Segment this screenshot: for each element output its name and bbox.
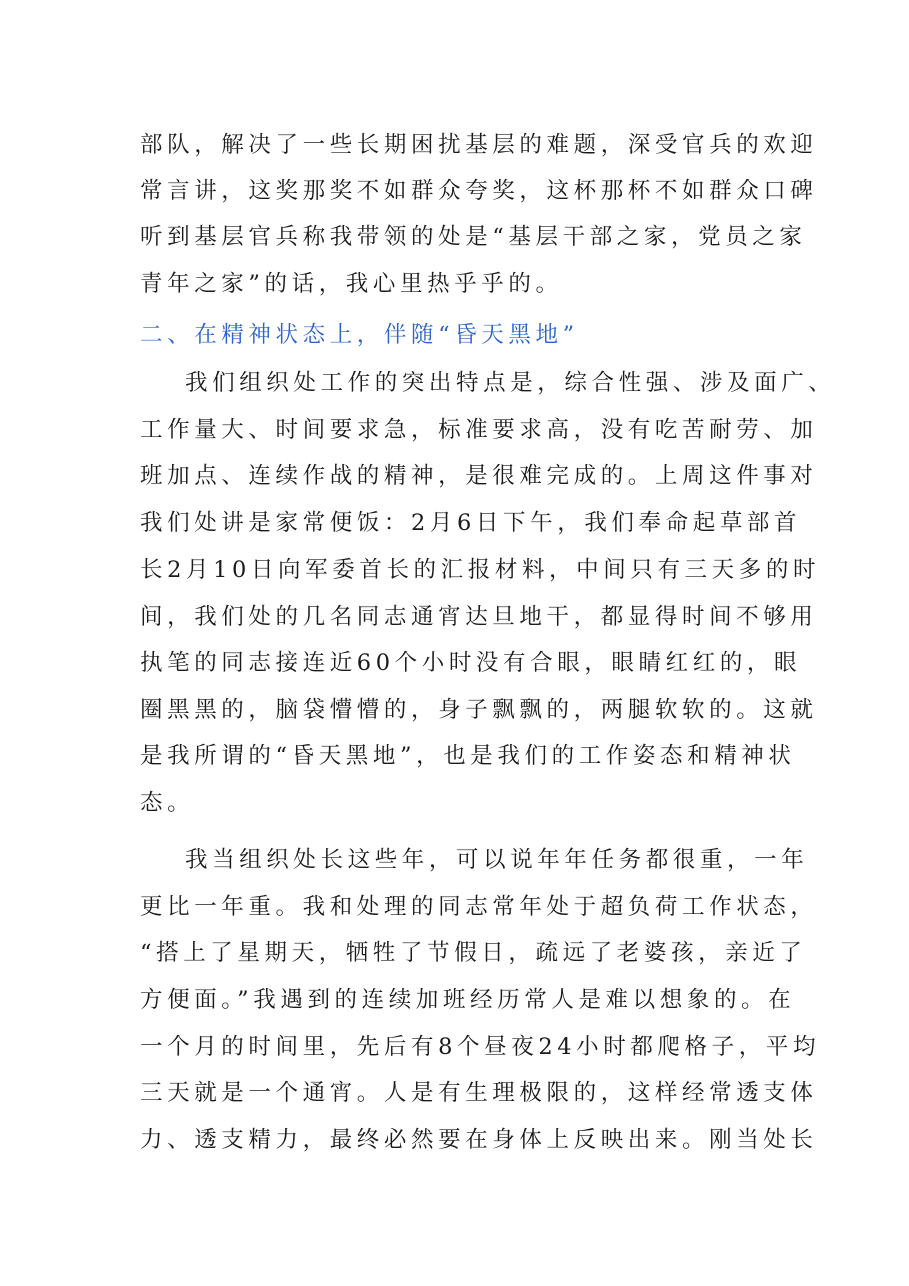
paragraph-line: 青年之家”的话，我心里热乎乎的。 xyxy=(140,271,563,297)
paragraph-line: 长2月10日向军委首长的汇报材料，中间只有三天多的时 xyxy=(140,557,821,583)
paragraph-line: 我们处讲是家常便饭：2月6日下午，我们奉命起草部首 xyxy=(140,510,802,536)
paragraph-line: 间，我们处的几名同志通宵达旦地干，都显得时间不够用 xyxy=(140,604,818,630)
paragraph-line: 三天就是一个通宵。人是有生理极限的，这样经常透支体 xyxy=(140,1080,818,1106)
paragraph-line: 听到基层官兵称我带领的处是“基层干部之家，党员之家 xyxy=(140,224,807,250)
paragraph-line: 工作量大、时间要求急，标准要求高，没有吃苦耐劳、加 xyxy=(140,417,818,443)
paragraph-line: 执笔的同志接连近60个小时没有合眼，眼睛红红的，眼 xyxy=(140,650,802,676)
paragraph-line: 更比一年重。我和处理的同志常年处于超负荷工作状态， xyxy=(140,894,818,920)
paragraph-line: 是我所谓的“昏天黑地”，也是我们的工作姿态和精神状 xyxy=(140,743,796,769)
paragraph-line: 态。 xyxy=(140,790,195,816)
paragraph-line: 我当组织处长这些年，可以说年年任务都很重，一年 xyxy=(185,847,809,873)
paragraph-line: 我们组织处工作的突出特点是，综合性强、涉及面广、 xyxy=(185,370,836,396)
section-heading: 二、在精神状态上，伴随“昏天黑地” xyxy=(140,322,579,348)
paragraph-line: “搭上了星期天，牺牲了节假日，疏远了老婆孩，亲近了 xyxy=(140,940,807,966)
paragraph-line: 部队，解决了一些长期困扰基层的难题，深受官兵的欢迎 xyxy=(140,132,818,158)
paragraph-line: 一个月的时间里，先后有8个昼夜24小时都爬格子，平均 xyxy=(140,1034,821,1060)
paragraph-line: 圈黑黑的，脑袋懵懵的，身子飘飘的，两腿软软的。这就 xyxy=(140,697,818,723)
paragraph-line: 常言讲，这奖那奖不如群众夸奖，这杯那杯不如群众口碑 xyxy=(140,178,818,204)
paragraph-line: 方便面。”我遇到的连续加班经历常人是难以想象的。在 xyxy=(140,987,796,1013)
paragraph-line: 班加点、连续作战的精神，是很难完成的。上周这件事对 xyxy=(140,463,818,489)
paragraph-line: 力、透支精力，最终必然要在身体上反映出来。刚当处长 xyxy=(140,1127,818,1153)
